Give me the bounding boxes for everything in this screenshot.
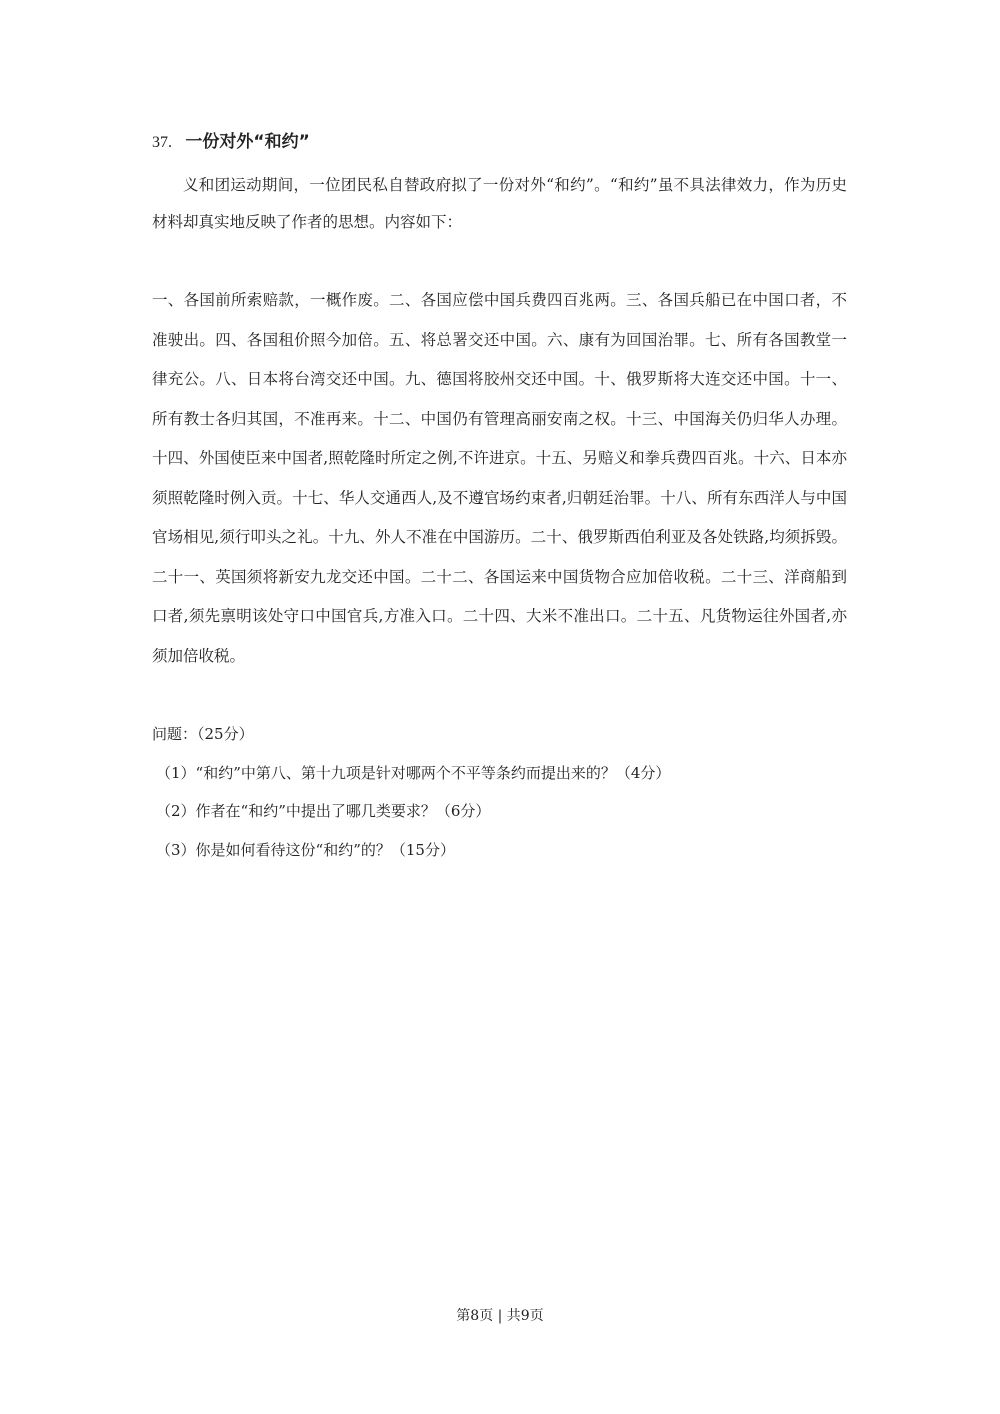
sub-question-1: （1）“和约”中第八、第十九项是针对哪两个不平等条约而提出来的？（4分） [156,763,671,782]
sub-question-3: （3）你是如何看待这份“和约”的？（15分） [156,840,455,859]
question-list [152,715,847,869]
questions-label: 问题：（25分） [152,725,254,743]
question-number: 37. [152,134,172,151]
question-heading [152,128,310,157]
question-title: 一份对外“和约” [185,132,310,152]
sub-question-2: （2）作者在“和约”中提出了哪几类要求？（6分） [156,802,491,820]
treaty-text: 一、各国前所索赔款，一概作废。二、各国应偿中国兵费四百兆两。三、各国兵船已在中国口者，不准驶出。四、各国租价照今加倍。五、将总署交还中国。六、康有为回国治罪。七、所有各国教堂一律充公。八、日本将台湾交还中国。九、德国将胶州交还中国。十、俄罗斯将大连交还中国。十一、所有教士各归其国，不准再来。十二、中国仍有管理高丽安南之权。十三、中国海关仍归华人办理。十四、外国使臣来中国者,照乾隆时所定之例,不许进京。十五、另赔义和拳兵费四百兆。十六、日本亦须照乾隆时例入贡。十七、华人交通西人,及不遵官场约束者,归朝廷治罪。十八、所有东西洋人与中国官场相见,须行叩头之礼。十九、外人不准在中国游历。二十、俄罗斯西伯利亚及各处铁路,均须拆毁。二十一、英国须将新安九龙交还中国。二十二、各国运来中国货物合应加倍收税。二十三、洋商船到口者,须先禀明该处守口中国官兵,方准入口。二十四、大米不准出口。二十五、凡货物运往外国者,亦须加倍收税。 [152,291,847,665]
question-intro: 义和团运动期间，一位团民私自替政府拟了一份对外“和约”。“和约”虽不具法律效力，作为历史材料却真实地反映了作者的思想。内容如下： [152,176,847,231]
page-footer: 第8页 | 共9页 [456,1308,544,1324]
